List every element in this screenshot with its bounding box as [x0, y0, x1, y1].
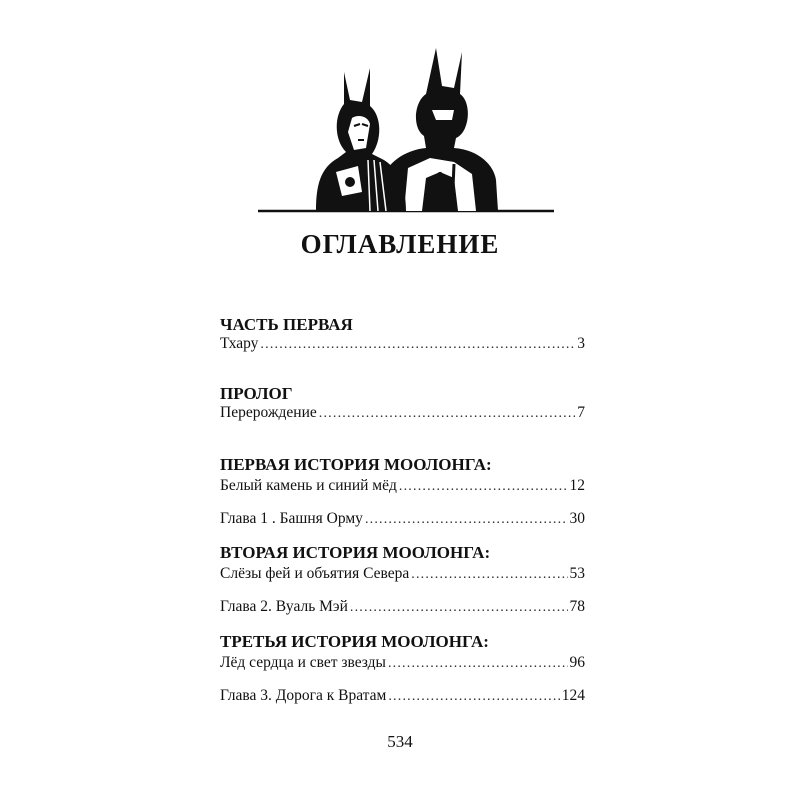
toc-title: ОГЛАВЛЕНИЕ: [300, 229, 500, 259]
entry-title: Глава 3. Дорога к Вратам: [220, 687, 387, 704]
entry-page: 96: [569, 654, 585, 671]
entry-title: Белый камень и синий мёд: [220, 477, 397, 494]
entry-page: 7: [577, 404, 585, 421]
toc-entry-fairy-tears[interactable]: [220, 565, 585, 583]
dot-leader: [388, 689, 559, 705]
entry-page: 12: [569, 477, 585, 494]
section-heading-third-story: ТРЕТЬЯ ИСТОРИЯ МООЛОНГА:: [220, 632, 489, 651]
entry-title: Тхару: [220, 335, 259, 352]
entry-page: 78: [569, 598, 585, 615]
toc-entry-rebirth[interactable]: [220, 404, 585, 422]
toc-entry-ice-heart[interactable]: [220, 654, 585, 672]
dot-leader: [365, 512, 568, 528]
entry-title: Глава 1 . Башня Орму: [220, 510, 363, 527]
entry-page: 124: [561, 687, 585, 704]
horned-figure: [316, 68, 406, 211]
toc-entry-white-stone[interactable]: [220, 477, 585, 495]
dot-leader: [350, 600, 568, 616]
section-heading-first-story: ПЕРВАЯ ИСТОРИЯ МООЛОНГА:: [220, 455, 492, 474]
section-heading-prologue: ПРОЛОГ: [220, 384, 293, 403]
dot-leader: [411, 567, 567, 583]
dot-leader: [319, 406, 575, 422]
toc-entry-chapter-1[interactable]: [220, 510, 585, 528]
toc-entry-tharu[interactable]: [220, 335, 585, 353]
entry-page: 53: [569, 565, 585, 582]
entry-title: Глава 2. Вуаль Мэй: [220, 598, 348, 615]
header-illustration: [258, 40, 554, 220]
section-heading-part-one: ЧАСТЬ ПЕРВАЯ: [220, 315, 353, 334]
dot-leader: [260, 337, 575, 353]
section-heading-second-story: ВТОРАЯ ИСТОРИЯ МООЛОНГА:: [220, 543, 491, 562]
dot-leader: [388, 656, 568, 672]
entry-page: 3: [577, 335, 585, 352]
entry-title: Слёзы фей и объятия Севера: [220, 565, 410, 582]
toc-entry-chapter-2[interactable]: [220, 598, 585, 616]
entry-title: Лёд сердца и свет звезды: [220, 654, 386, 671]
page-number: 534: [387, 732, 413, 751]
entry-title: Перерождение: [220, 404, 317, 421]
entry-page: 30: [569, 510, 585, 527]
toc-entry-chapter-3[interactable]: [220, 687, 585, 705]
dot-leader: [399, 479, 568, 495]
